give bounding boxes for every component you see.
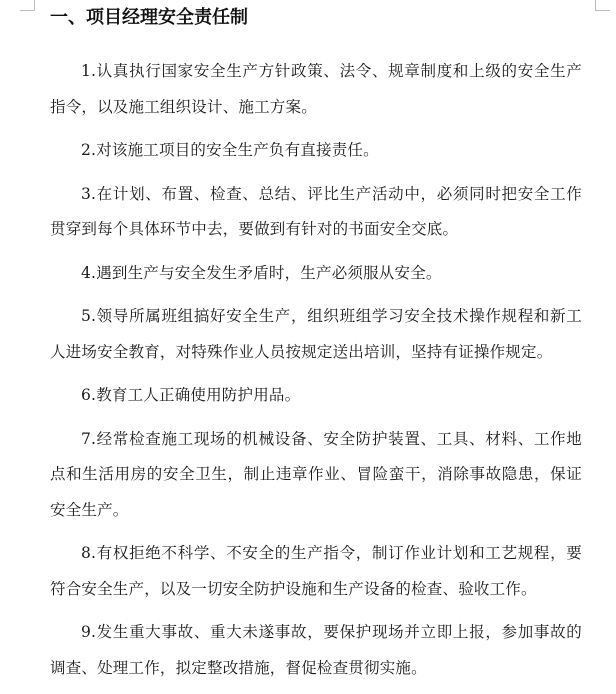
list-item: 3.在计划、布置、检查、总结、评比生产活动中，必须同时把安全工作贯穿到每个具体环节中去，要做到有针对的书面安全交底。 [50,184,582,238]
list-item: 4.遇到生产与安全发生矛盾时，生产必须服从安全。 [81,263,442,282]
page-corner-mark-right [595,0,610,11]
list-item: 6.教育工人正确使用防护用品。 [81,386,301,404]
list-item: 5.领导所属班组搞好安全生产，组织班组学习安全技术操作规程和新工人进场安全教育，对特殊作业人员按规定送出培训，坚持有证操作规定。 [50,307,582,361]
list-item: 7.经常检查施工现场的机械设备、安全防护装置、工具、材料、工作地点和生活用房的安全卫生，制止违章作业、冒险蛮干，消除事故隐患，保证安全生产。 [50,429,582,519]
list-item: 8.有权拒绝不科学、不安全的生产指令，制订作业计划和工艺规程，要符合安全生产，以及一切安全防护设施和生产设备的检查、验收工作。 [50,544,582,598]
list-item: 9.发生重大事故、重大未遂事故，要保护现场并立即上报，参加事故的调查、处理工作，拟定整改措施，督促检查贯彻实施。 [50,623,582,677]
responsibility-list [50,54,582,694]
section-heading: 一、项目经理安全责任制 [50,7,248,28]
list-item: 1.认真执行国家安全生产方针政策、法令、规章制度和上级的安全生产指令，以及施工组织设计、施工方案。 [50,62,582,116]
list-item: 2.对该施工项目的安全生产负有直接责任。 [81,141,379,159]
page-corner-mark-left [20,0,35,11]
